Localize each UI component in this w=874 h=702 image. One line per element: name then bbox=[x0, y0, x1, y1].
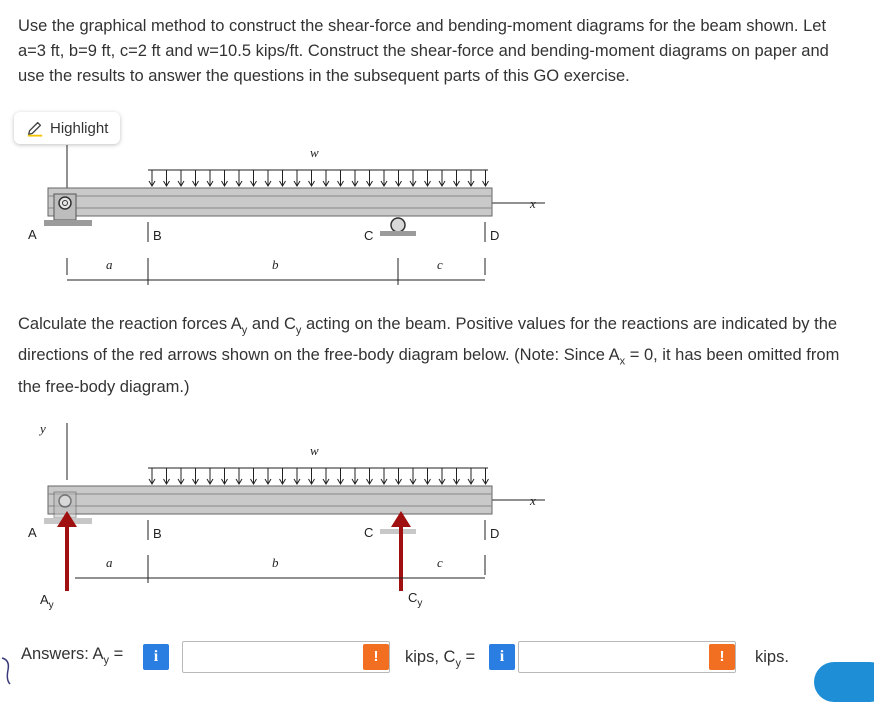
distributed-load-arrows bbox=[148, 170, 489, 186]
unit-label-kips-Cy: kips, $C_y$ = bbox=[405, 648, 476, 670]
point-A-label-2: A bbox=[28, 525, 37, 540]
dim-a-label: a bbox=[106, 257, 113, 272]
load-label-w-2: w bbox=[310, 443, 319, 458]
point-C-label: C bbox=[364, 228, 374, 243]
problem-intro: Use the graphical method to construct the shear-force and bending-moment diagrams for the beam shown. Let a=3 ft, b=9 ft, c=2 ft and w=10.5 kips/ft. Construct the shear-force and bending-moment diagrams on paper and use the results to answer the questions in the subsequent parts of this GO exercise. bbox=[18, 17, 829, 85]
distributed-load-arrows-2 bbox=[148, 468, 489, 484]
Ay-warning-icon: ! bbox=[363, 644, 389, 670]
reaction-Cy-label: $C_y$ bbox=[408, 590, 423, 609]
x-axis-label-2: x bbox=[530, 493, 536, 508]
point-D-label: D bbox=[490, 228, 500, 243]
info-icon[interactable]: i bbox=[143, 644, 169, 670]
beam-2 bbox=[48, 486, 492, 514]
x-axis-label: x bbox=[530, 196, 536, 211]
Cy-warning-icon: ! bbox=[709, 644, 735, 670]
bracket-icon bbox=[0, 650, 12, 685]
point-C-label-2: C bbox=[364, 525, 374, 540]
point-B-label: B bbox=[153, 228, 162, 243]
reaction-arrow-Cy bbox=[391, 511, 411, 591]
point-D-label-2: D bbox=[490, 526, 500, 541]
dim-b-label-2: b bbox=[272, 555, 279, 570]
ask-button[interactable] bbox=[814, 662, 874, 702]
roller-support-C-ghost bbox=[380, 529, 416, 534]
info-icon-2[interactable]: i bbox=[489, 644, 515, 670]
point-B-label-2: B bbox=[153, 526, 162, 541]
free-body-diagram bbox=[0, 415, 560, 615]
answers-label: Answers: $A_y$ = bbox=[21, 645, 124, 667]
point-A-label: A bbox=[28, 227, 37, 242]
dim-c-label: c bbox=[437, 257, 443, 272]
load-label-w: w bbox=[310, 145, 319, 160]
dimension-lines-2 bbox=[75, 555, 485, 583]
beam-figure bbox=[0, 140, 560, 290]
reaction-arrow-Ay bbox=[57, 511, 77, 591]
Ay-answer-input[interactable] bbox=[182, 641, 390, 673]
reaction-Ay-label: $A_y$ bbox=[40, 592, 54, 611]
part-instructions: Calculate the reaction forces $A_y$ and $C_y$ acting on the beam. Positive values for the reactions are indicated by the directions of the red arrows shown on the free-body diagram below. (Note: Since $A_x = 0$, it has been omitted from the free-body diagram.) bbox=[18, 315, 840, 396]
roller-support-C bbox=[380, 218, 416, 236]
unit-label-kips: kips. bbox=[755, 648, 789, 666]
pencil-icon bbox=[26, 119, 44, 137]
dim-b-label: b bbox=[272, 257, 279, 272]
dim-c-label-2: c bbox=[437, 555, 443, 570]
Cy-answer-input[interactable] bbox=[518, 641, 736, 673]
y-axis-label: y bbox=[40, 421, 46, 436]
beam bbox=[48, 188, 492, 216]
highlight-label: Highlight bbox=[50, 119, 109, 137]
dim-a-label-2: a bbox=[106, 555, 113, 570]
